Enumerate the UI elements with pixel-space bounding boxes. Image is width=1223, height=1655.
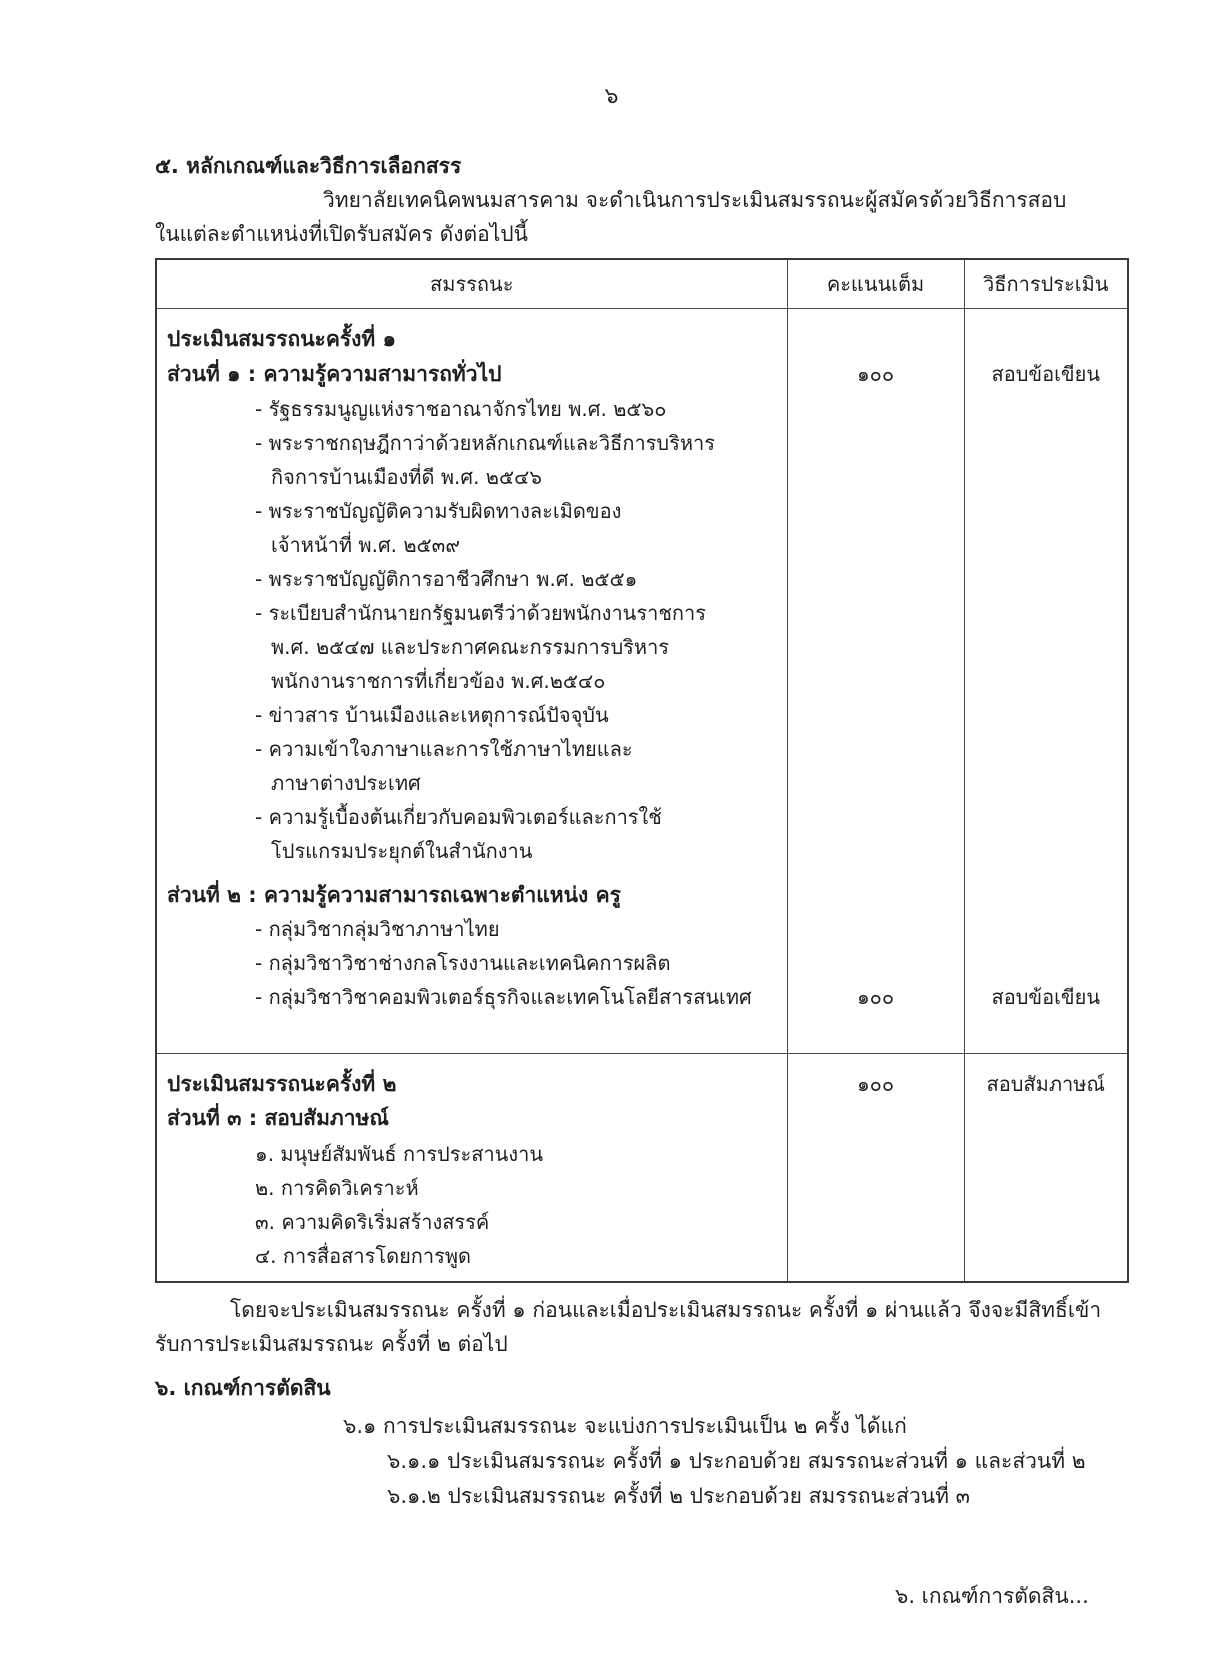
list-item-cont: เจ้าหน้าที่ พ.ศ. ๒๕๓๙ (271, 533, 461, 557)
section-5-heading: ๕. หลักเกณฑ์และวิธีการเลือกสรร (155, 154, 462, 178)
competency-table (155, 258, 1129, 1283)
item-6-1: ๖.๑ การประเมินสมรรถนะ จะแบ่งการประเมินเป็น ๒ ครั้ง ได้แก่ (343, 1414, 907, 1438)
part2-method: สอบข้อเขียน (991, 985, 1100, 1009)
page-number: ๖ (604, 84, 619, 109)
table-row-round1 (156, 309, 1128, 1054)
list-item: - พระราชกฤษฎีกาว่าด้วยหลักเกณฑ์และวิธีการบริหาร (255, 431, 716, 455)
list-item-cont: ภาษาต่างประเทศ (271, 771, 421, 795)
round1-method-cell (964, 309, 1128, 1054)
intro-line-2: ในแต่ละตำแหน่งที่เปิดรับสมัคร ดังต่อไปนี้ (155, 222, 528, 246)
header-full-score: คะแนนเต็ม (787, 259, 964, 309)
list-item: - พระราชบัญญัติความรับผิดทางละเมิดของ (255, 499, 622, 523)
round2-method-cell (964, 1054, 1128, 1282)
round2-method: สอบสัมภาษณ์ (986, 1072, 1105, 1096)
round2-competency-cell (156, 1054, 787, 1282)
table-header-row (156, 259, 1128, 309)
list-item: - ความรู้เบื้องต้นเกี่ยวกับคอมพิวเตอร์และการใช้ (255, 805, 662, 829)
round1-score-cell (787, 309, 964, 1054)
list-item-cont: โปรแกรมประยุกต์ในสำนักงาน (271, 839, 533, 863)
list-item: - พระราชบัญญัติการอาชีวศึกษา พ.ศ. ๒๕๕๑ (255, 567, 638, 591)
intro-line-1: วิทยาลัยเทคนิคพนมสารคาม จะดำเนินการประเมินสมรรถนะผู้สมัครด้วยวิธีการสอบ (323, 188, 1067, 212)
continuation-footer: ๖. เกณฑ์การตัดสิน... (895, 1584, 1089, 1608)
list-item: - กลุ่มวิชากลุ่มวิชาภาษาไทย (255, 917, 500, 941)
item-6-1-2: ๖.๑.๒ ประเมินสมรรถนะ ครั้งที่ ๒ ประกอบด้วย สมรรถนะส่วนที่ ๓ (387, 1484, 971, 1508)
list-item: - รัฐธรรมนูญแห่งราชอาณาจักรไทย พ.ศ. ๒๕๖๐ (255, 397, 667, 421)
round1-competency-cell (156, 309, 787, 1054)
list-item: ๑. มนุษย์สัมพันธ์ การประสานงาน (255, 1142, 544, 1166)
list-item-cont: กิจการบ้านเมืองที่ดี พ.ศ. ๒๕๔๖ (271, 465, 542, 489)
round1-title: ประเมินสมรรถนะครั้งที่ ๑ (167, 327, 396, 351)
round2-title: ประเมินสมรรถนะครั้งที่ ๒ (167, 1072, 397, 1096)
section-6-heading: ๖. เกณฑ์การตัดสิน (155, 1376, 331, 1400)
part2-score: ๑๐๐ (856, 985, 895, 1009)
part1-score: ๑๐๐ (856, 362, 895, 386)
part1-method: สอบข้อเขียน (991, 362, 1100, 386)
after-table-line-2: รับการประเมินสมรรถนะ ครั้งที่ ๒ ต่อไป (155, 1332, 508, 1356)
list-item: - ระเบียบสำนักนายกรัฐมนตรีว่าด้วยพนักงานราชการ (255, 601, 706, 625)
header-method: วิธีการประเมิน (964, 259, 1128, 309)
list-item: - ข่าวสาร บ้านเมืองและเหตุการณ์ปัจจุบัน (255, 703, 609, 727)
part2-title: ส่วนที่ ๒ : ความรู้ความสามารถเฉพาะตำแหน่ง ครู (167, 883, 621, 907)
header-competency: สมรรถนะ (156, 259, 787, 309)
table-row-round2 (156, 1054, 1128, 1282)
list-item-cont: พ.ศ. ๒๕๔๗ และประกาศคณะกรรมการบริหาร (271, 635, 670, 659)
part1-title: ส่วนที่ ๑ : ความรู้ความสามารถทั่วไป (167, 362, 502, 386)
round2-score: ๑๐๐ (856, 1072, 895, 1096)
list-item: ๓. ความคิดริเริ่มสร้างสรรค์ (255, 1210, 490, 1234)
after-table-line-1: โดยจะประเมินสมรรถนะ ครั้งที่ ๑ ก่อนและเมื่อประเมินสมรรถนะ ครั้งที่ ๑ ผ่านแล้ว จึงจะมีสิทธิ์เข้า (230, 1298, 1102, 1322)
list-item: - กลุ่มวิชาวิชาช่างกลโรงงานและเทคนิคการผลิต (255, 951, 671, 975)
part3-title: ส่วนที่ ๓ : สอบสัมภาษณ์ (167, 1106, 389, 1130)
list-item: - ความเข้าใจภาษาและการใช้ภาษาไทยและ (255, 737, 633, 761)
list-item-cont: พนักงานราชการที่เกี่ยวข้อง พ.ศ.๒๕๔๐ (271, 669, 606, 693)
list-item: ๔. การสื่อสารโดยการพูด (255, 1244, 472, 1268)
item-6-1-1: ๖.๑.๑ ประเมินสมรรถนะ ครั้งที่ ๑ ประกอบด้วย สมรรถนะส่วนที่ ๑ และส่วนที่ ๒ (387, 1449, 1086, 1473)
list-item: - กลุ่มวิชาวิชาคอมพิวเตอร์ธุรกิจและเทคโนโลยีสารสนเทศ (255, 985, 752, 1009)
list-item: ๒. การคิดวิเคราะห์ (255, 1176, 419, 1200)
round2-score-cell (787, 1054, 964, 1282)
